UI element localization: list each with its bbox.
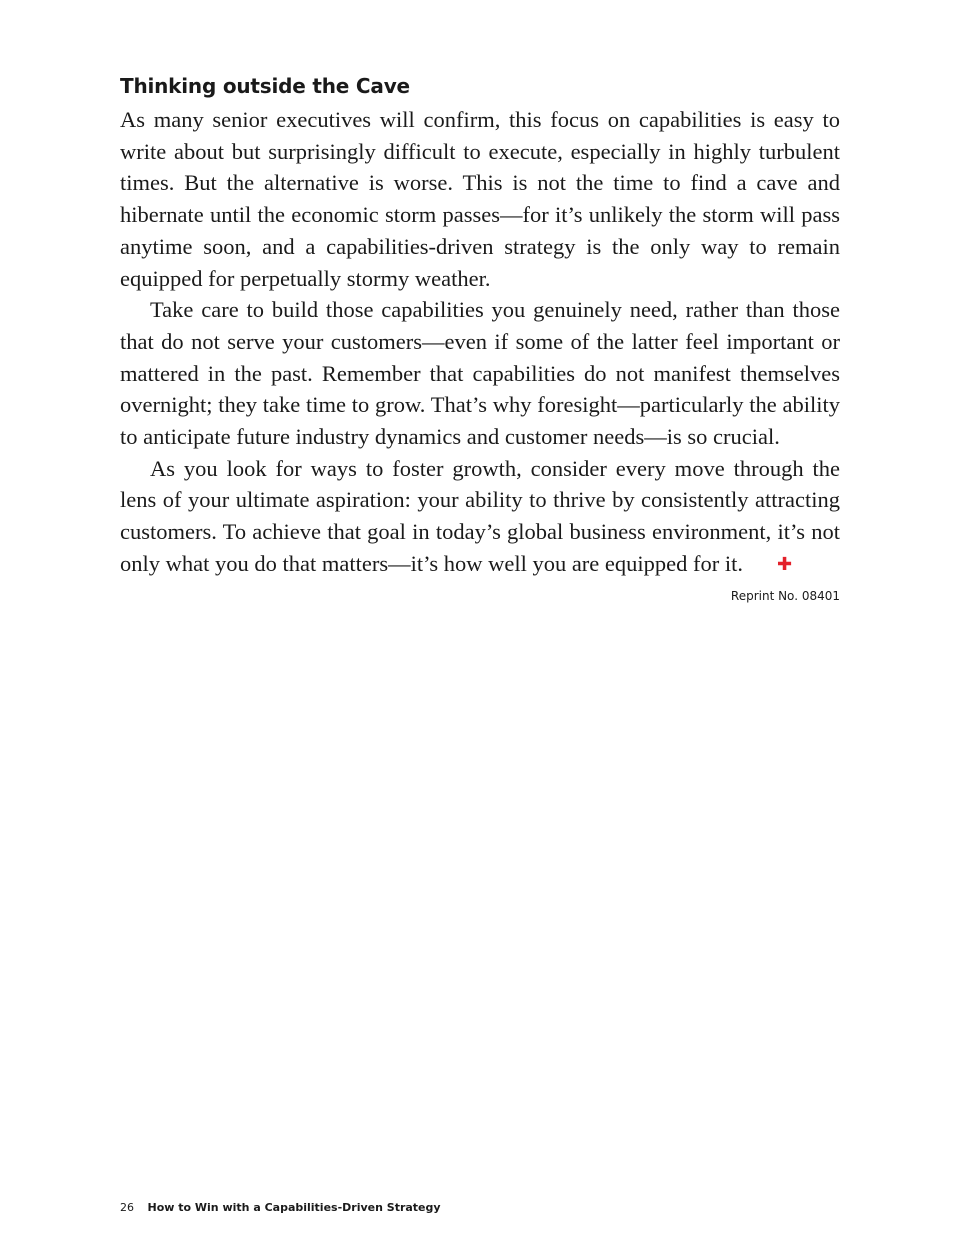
article-body <box>120 104 840 581</box>
section-heading: Thinking outside the Cave <box>120 74 410 98</box>
paragraph-2: Take care to build those capabilities you genuinely need, rather than those that do not serve your customers—even if some of the latter feel important or mattered in the past. Remember that capabilities do not manifest themselves overnight; they take time to grow. That’s why foresight—particularly the ability to anticipate future industry dynamics and customer needs—is so crucial. <box>120 297 840 450</box>
end-mark-icon: ✚ <box>777 553 793 575</box>
paragraph-3-text: As you look for ways to foster growth, consider every move through the lens of your ultimate aspiration: your ability to thrive by consistently attracting customers. To achieve that goal in today’s global business environment, it’s not only what you do that matters—it’s how well you are equipped for it. <box>120 455 840 576</box>
reprint-number: Reprint No. 08401 <box>730 589 840 603</box>
page-footer <box>120 1201 441 1215</box>
paragraph-3 <box>120 453 840 581</box>
footer-book-title: How to Win with a Capabilities-Driven Strategy <box>147 1201 441 1214</box>
page-number: 26 <box>120 1201 134 1214</box>
paragraph-1: As many senior executives will confirm, this focus on capabilities is easy to write about but surprisingly difficult to execute, especially in highly turbulent times. But the alternative is worse. This is not the time to find a cave and hibernate until the economic storm passes—for it’s unlikely the storm will pass anytime soon, and a capabilities-driven strategy is the only way to remain equipped for perpetually stormy weather. <box>120 107 840 291</box>
